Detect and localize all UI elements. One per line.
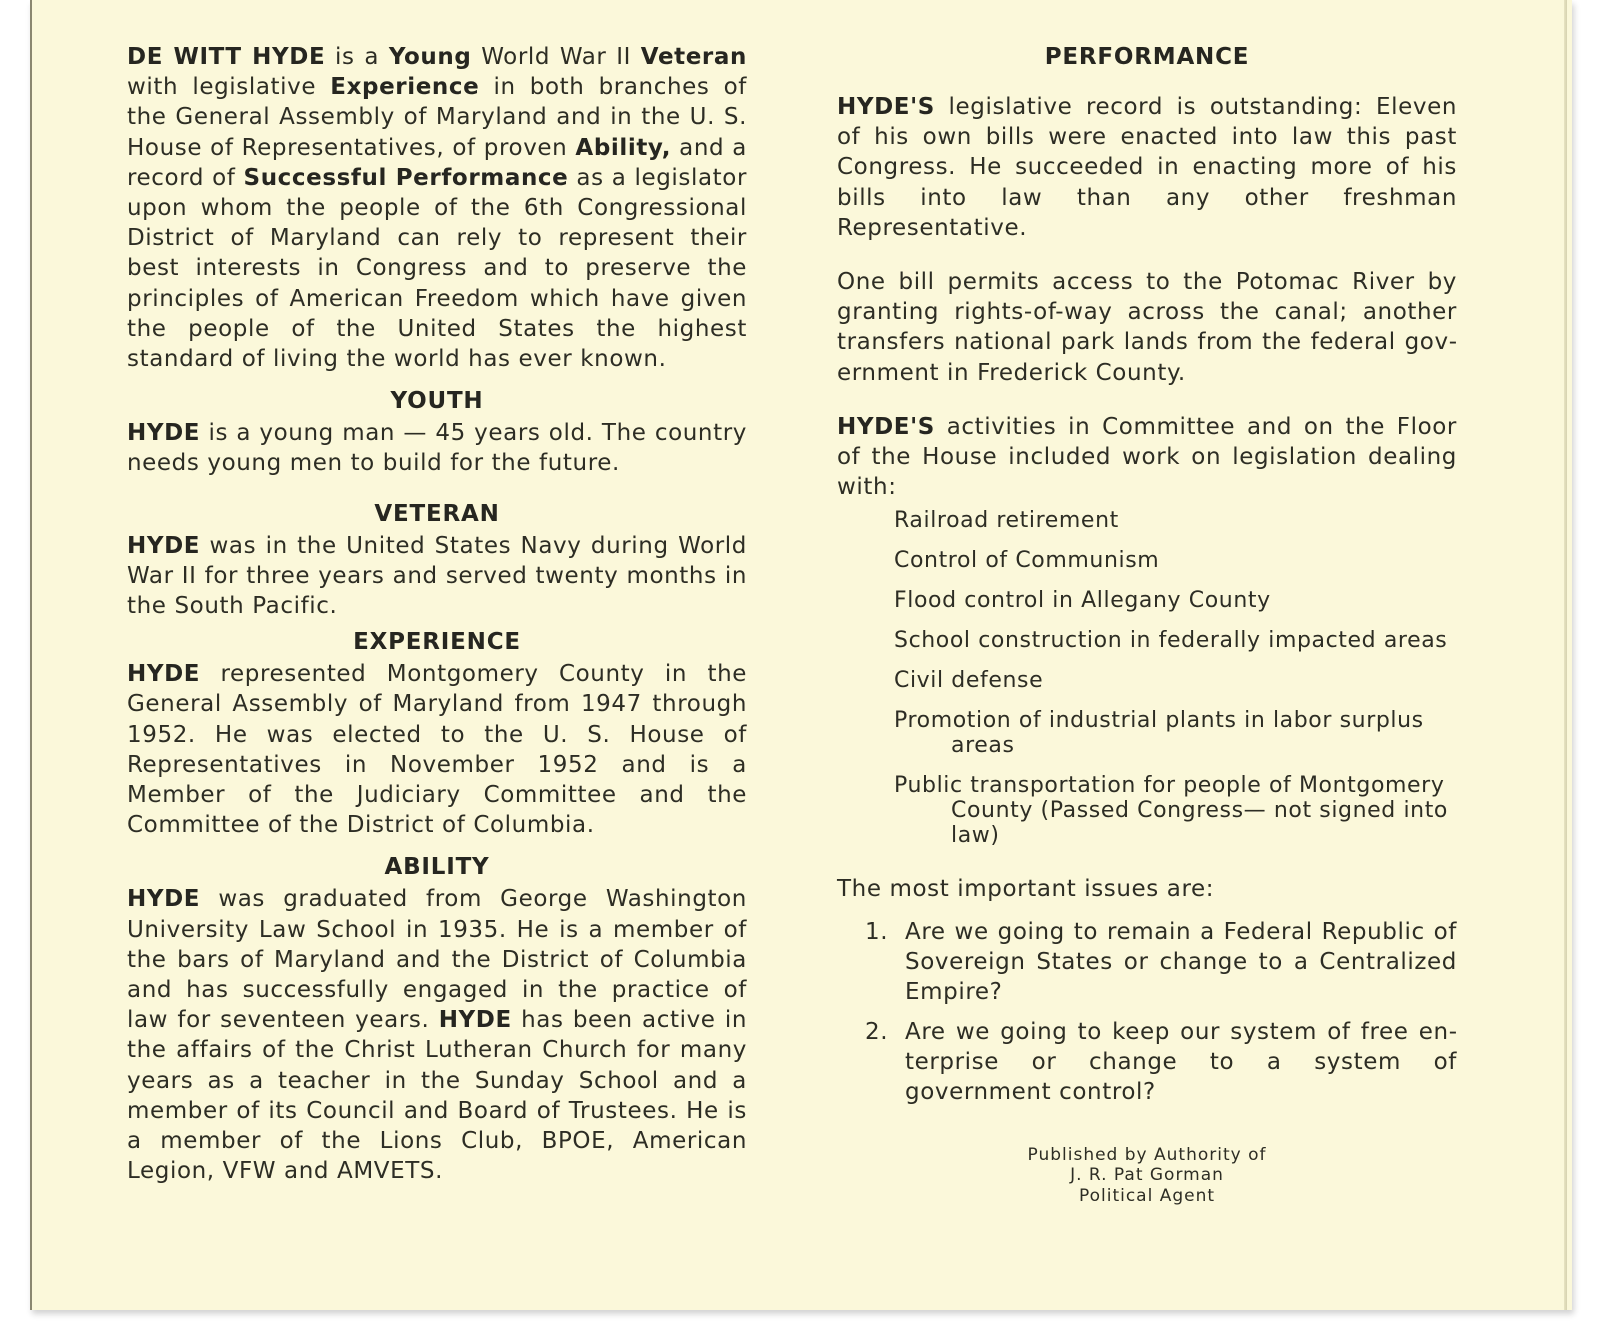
list-item: Public transportation for people of Montgomery County (Passed Congress— not signed into law) <box>894 773 1448 849</box>
right-column <box>837 42 1457 1206</box>
ability-heading: ABILITY <box>384 854 490 881</box>
performance-heading: PERFORMANCE <box>1044 44 1250 70</box>
publisher-credit <box>1017 1145 1277 1207</box>
ability-paragraph: HYDE was graduated from George Washington University Law School in 1935. He is a member of the bars of Maryland and the District of Columbia and has successfully engaged in the practice of law for seventeen years. HYDE has been active in the affairs of the Christ Lutheran Church for many years as a teacher in the Sunday School and a member of its Council and Board of Trustees. He is a member of the Lions Club, BPOE, American Legion, VFW and AMVETS. <box>127 886 747 1185</box>
activities-paragraph: HYDE'S activities in Committee and on the Floor of the House included work on legislation dealing with: <box>837 413 1457 501</box>
issues-intro: The most important issues are: <box>837 876 1215 903</box>
issue-text: Are we going to remain a Federal Republic of Sovereign States or change to a Centralized Empire? <box>905 918 1457 1005</box>
intro-paragraph: DE WITT HYDE is a Young World War II Veteran with legislative Experience in both branches of the General Assembly of Maryland and in the U. S. House of Representatives, of proven Ability, and a record of Successful Performance as a legislator upon whom the people of the 6th Congressional District of Maryland can rely to represent their best interests in Congress and to preserve the principles of American Freedom which have given the people of the United States the highest standard of living the world has ever known. <box>127 44 748 373</box>
issue-item <box>865 917 1457 1007</box>
left-column <box>127 42 747 1187</box>
publisher-line: Political Agent <box>1078 1185 1216 1206</box>
experience-paragraph: HYDE represented Montgomery County in the General Assembly of Maryland from 1947 through 1952. He was elected to the U. S. House of Representatives in November 1952 and is a Member of the Judiciary Committee and the Committee of the District of Columbia. <box>127 661 747 839</box>
publisher-line: J. R. Pat Gorman <box>1070 1165 1224 1186</box>
issue-text: Are we going to keep our system of free enterprise or change to a system of government control? <box>905 1018 1457 1105</box>
candidate-name: DE WITT HYDE <box>127 44 326 70</box>
record-paragraph: HYDE'S legislative record is outstanding: Eleven of his own bills were enacted into law this past Congress. He succeeded in enacting more of his bills into law than any other freshman Representative. <box>837 94 1457 241</box>
issues-list <box>865 917 1457 1107</box>
youth-paragraph: HYDE is a young man — 45 years old. The country needs young men to build for the future. <box>127 420 747 477</box>
activities-list <box>894 508 1457 848</box>
publisher-line: Published by Authority of <box>1027 1144 1267 1165</box>
list-item: School construction in federally impacted areas <box>894 628 1448 654</box>
pamphlet-page <box>30 0 1572 1310</box>
list-item: Flood control in Allegany County <box>894 588 1271 614</box>
youth-heading: YOUTH <box>390 388 484 415</box>
list-item: Civil defense <box>894 668 1044 694</box>
list-item: Control of Communism <box>894 548 1160 574</box>
issue-item <box>865 1017 1457 1107</box>
veteran-heading: VETERAN <box>374 500 500 527</box>
experience-heading: EXPERIENCE <box>353 629 521 656</box>
bills-paragraph: One bill permits access to the Potomac River by granting rights-of-way across the canal; another transfers national park lands from the federal government in Frederick County. <box>837 269 1457 386</box>
issue-number: 1. <box>865 918 889 945</box>
veteran-paragraph: HYDE was in the United States Navy during World War II for three years and served twenty months in the South Pacific. <box>127 532 747 620</box>
issue-number: 2. <box>865 1018 889 1045</box>
list-item: Railroad retirement <box>894 508 1119 534</box>
list-item: Promotion of industrial plants in labor surplus areas <box>894 708 1424 759</box>
